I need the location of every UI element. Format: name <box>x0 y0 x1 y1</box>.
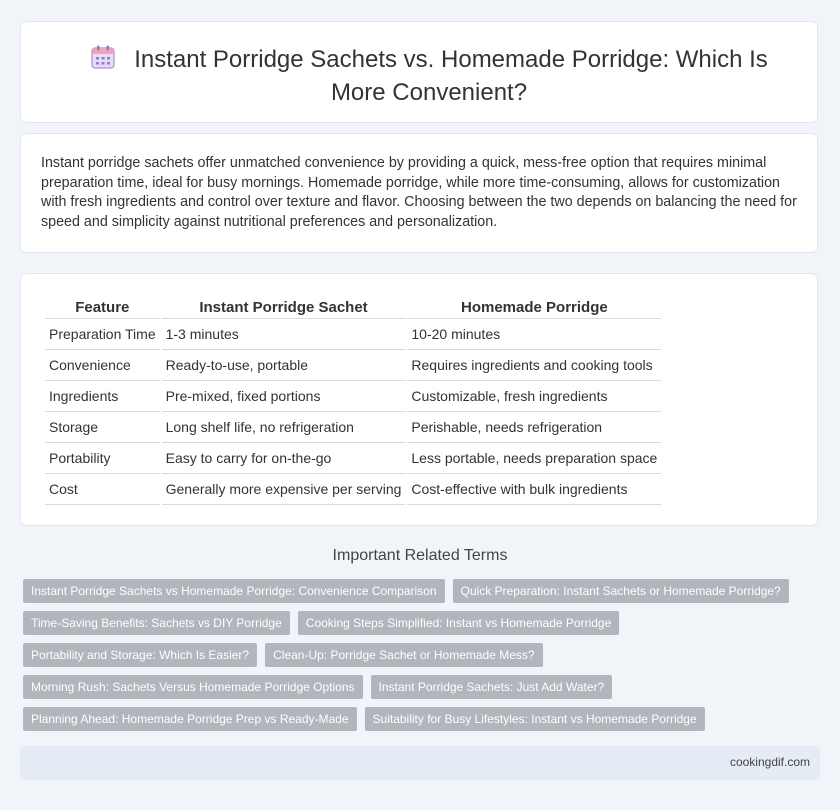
table-row <box>45 381 661 412</box>
related-term-link[interactable]: Clean-Up: Porridge Sachet or Homemade Mess? <box>265 643 542 667</box>
related-term-link[interactable]: Quick Preparation: Instant Sachets or Homemade Porridge? <box>453 579 789 603</box>
comparison-table <box>43 296 663 505</box>
table-header-row <box>45 296 661 319</box>
table-cell: 10-20 minutes <box>407 319 661 350</box>
page-title-text: Instant Porridge Sachets vs. Homemade Porridge: Which Is More Convenient? <box>134 46 768 106</box>
table-cell: Convenience <box>45 350 160 381</box>
tag-row <box>23 643 813 667</box>
related-term-link[interactable]: Planning Ahead: Homemade Porridge Prep vs Ready-Made <box>23 707 357 731</box>
table-cell: Long shelf life, no refrigeration <box>162 412 406 443</box>
header-instant: Instant Porridge Sachet <box>162 296 406 319</box>
table-cell: Pre-mixed, fixed portions <box>162 381 406 412</box>
intro-card <box>20 133 818 253</box>
intro-text: Instant porridge sachets offer unmatched convenience by providing a quick, mess-free option that requires minimal preparation time, ideal for busy mornings. Homemade porridge, while more time-consuming, allows for customization with fresh ingredients and control over texture and flavor. Choosing between the two depends on balancing the need for speed and simplicity against nutritional preferences and personalization. <box>41 155 797 230</box>
tag-row <box>23 579 813 603</box>
page-title <box>61 44 797 108</box>
footer <box>20 746 820 780</box>
table-row <box>45 443 661 474</box>
table-cell: Easy to carry for on-the-go <box>162 443 406 474</box>
related-term-link[interactable]: Morning Rush: Sachets Versus Homemade Porridge Options <box>23 675 363 699</box>
table-row <box>45 474 661 505</box>
calendar-icon <box>90 44 116 78</box>
table-cell: Generally more expensive per serving <box>162 474 406 505</box>
table-row <box>45 350 661 381</box>
table-cell: Perishable, needs refrigeration <box>407 412 661 443</box>
footer-site-link[interactable]: cookingdif.com <box>729 755 810 769</box>
table-cell: Preparation Time <box>45 319 160 350</box>
comparison-card <box>20 273 818 526</box>
table-cell: Ingredients <box>45 381 160 412</box>
related-term-link[interactable]: Portability and Storage: Which Is Easier? <box>23 643 257 667</box>
table-cell: Storage <box>45 412 160 443</box>
tag-row <box>23 707 813 731</box>
table-cell: Less portable, needs preparation space <box>407 443 661 474</box>
related-term-link[interactable]: Time-Saving Benefits: Sachets vs DIY Porridge <box>23 611 290 635</box>
header-feature: Feature <box>45 296 160 319</box>
table-row <box>45 319 661 350</box>
table-cell: Ready-to-use, portable <box>162 350 406 381</box>
related-term-link[interactable]: Suitability for Busy Lifestyles: Instant vs Homemade Porridge <box>365 707 705 731</box>
table-cell: Cost <box>45 474 160 505</box>
related-terms-list <box>23 579 813 739</box>
related-term-link[interactable]: Cooking Steps Simplified: Instant vs Homemade Porridge <box>298 611 619 635</box>
table-cell: Requires ingredients and cooking tools <box>407 350 661 381</box>
related-terms-title: Important Related Terms <box>332 547 508 564</box>
header-card <box>20 21 818 123</box>
tag-row <box>23 675 813 699</box>
table-cell: Portability <box>45 443 160 474</box>
related-term-link[interactable]: Instant Porridge Sachets: Just Add Water? <box>371 675 613 699</box>
header-homemade: Homemade Porridge <box>407 296 661 319</box>
related-term-link[interactable]: Instant Porridge Sachets vs Homemade Porridge: Convenience Comparison <box>23 579 445 603</box>
table-row <box>45 412 661 443</box>
table-cell: 1-3 minutes <box>162 319 406 350</box>
table-cell: Customizable, fresh ingredients <box>407 381 661 412</box>
table-cell: Cost-effective with bulk ingredients <box>407 474 661 505</box>
tag-row <box>23 611 813 635</box>
